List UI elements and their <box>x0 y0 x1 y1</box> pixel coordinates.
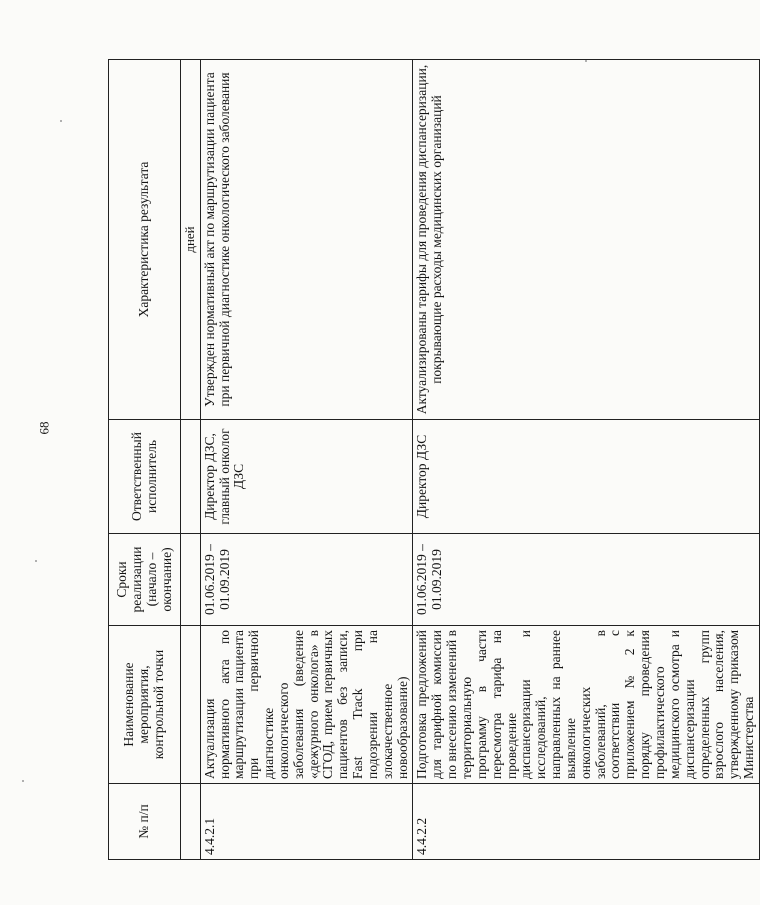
table-row <box>413 60 759 860</box>
row-deadline: 01.06.2019 – 01.09.2019 <box>200 534 413 626</box>
rotated-table-area <box>108 60 757 860</box>
row-responsible: Директор ДЗС <box>413 420 759 534</box>
scan-speck <box>585 60 587 62</box>
header-name: Наименование мероприятия, контрольной точки <box>109 626 181 784</box>
spacer-row <box>181 60 200 860</box>
row-num: 4.4.2.1 <box>200 784 413 860</box>
row-responsible: Директор ДЗС, главный онколог ДЗС <box>200 420 413 534</box>
row-result: Утвержден нормативный акт по маршрутизации пациента при первичной диагностике онкологического заболевания <box>200 60 413 420</box>
row-name: Актуализация нормативного акта по маршрутизации пациента при первичной диагностике онкологического заболевания (введение «дежурного онколога» в СГОД, прием первичных пациентов без записи, Fast Track при подозрении на злокачественное новообразование) <box>200 626 413 784</box>
spacer-cell <box>181 626 200 784</box>
page-number: 68 <box>36 421 52 435</box>
header-deadline: Сроки реализации (начало – окончание) <box>109 534 181 626</box>
row-name: Подготовка предложений для тарифной комиссии по внесению изменений в территориальную программу в части пересмотра тарифа на проведение диспансеризации и исследований, направленных на раннее выявление онкологических заболеваний, в соответствии с приложением № 2 к порядку проведения профилактического медицинского осмотра и диспансеризации определенных групп взрослого населения, утвержденному приказом Министерства <box>413 626 759 784</box>
activities-table <box>108 59 760 860</box>
row-num: 4.4.2.2 <box>413 784 759 860</box>
row-result: Актуализированы тарифы для проведения диспансеризации, покрывающие расходы медицинских организаций <box>413 60 759 420</box>
carry-over-text: дней <box>181 60 200 420</box>
row-deadline: 01.06.2019 – 01.09.2019 <box>413 534 759 626</box>
spacer-cell <box>181 534 200 626</box>
scan-speck <box>60 120 62 122</box>
table-row <box>200 60 413 860</box>
spacer-cell <box>181 420 200 534</box>
scan-speck <box>22 780 24 782</box>
header-responsible: Ответственный исполнитель <box>109 420 181 534</box>
header-result: Характеристика результата <box>109 60 181 420</box>
spacer-cell <box>181 784 200 860</box>
header-num: № п/п <box>109 784 181 860</box>
header-row <box>109 60 181 860</box>
scan-speck <box>35 560 37 562</box>
